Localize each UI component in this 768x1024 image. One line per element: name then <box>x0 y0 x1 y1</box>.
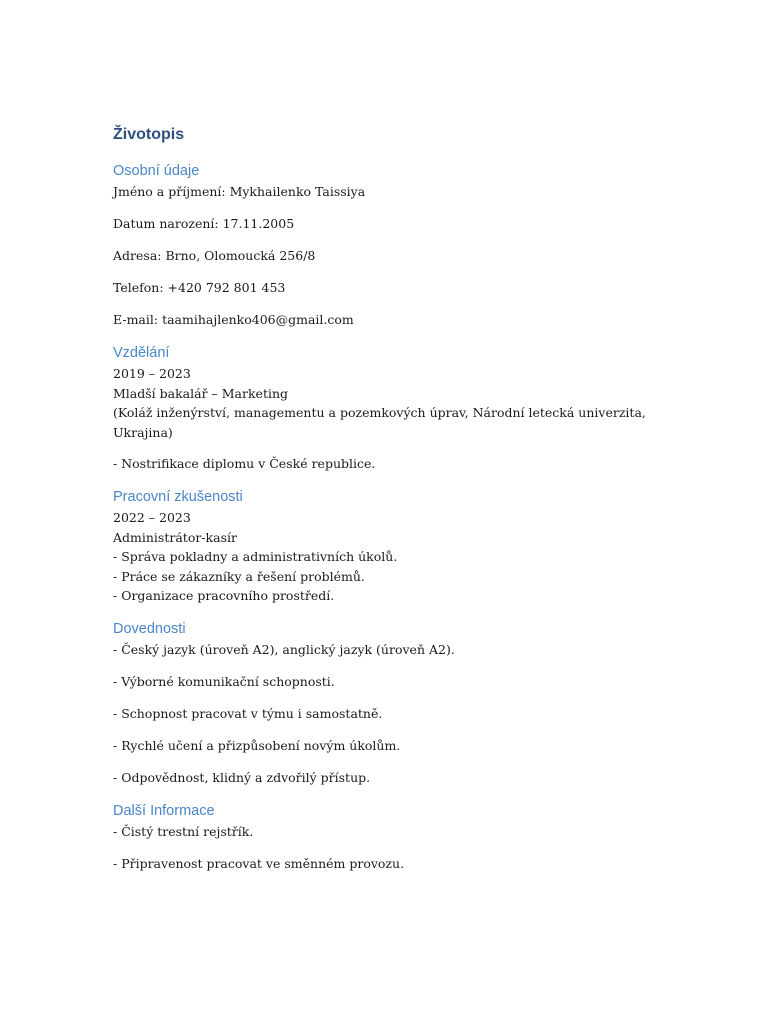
section-heading-education: Vzdělání <box>113 345 170 361</box>
education-period: 2019 – 2023 <box>113 366 191 381</box>
document-body <box>113 124 673 886</box>
experience-item: - Správa pokladny a administrativních úkolů. <box>113 549 398 564</box>
spacer <box>113 442 673 454</box>
skill-item: - Výborné komunikační schopnosti. <box>113 673 335 689</box>
section-heading-personal: Osobní údaje <box>113 163 200 179</box>
personal-address: Adresa: Brno, Olomoucká 256/8 <box>113 248 316 263</box>
skill-item: - Schopnost pracovat v týmu i samostatně. <box>113 705 383 721</box>
other-item: - Čistý trestní rejstřík. <box>113 823 254 839</box>
education-note: - Nostrifikace diplomu v České republice. <box>113 456 376 471</box>
document-title: Životopis <box>113 126 185 143</box>
section-heading-other: Další Informace <box>113 802 215 819</box>
experience-item: - Práce se zákazníky a řešení problémů. <box>113 568 365 584</box>
section-personal <box>113 160 673 330</box>
personal-phone: Telefon: +420 792 801 453 <box>113 280 286 295</box>
personal-birth: Datum narození: 17.11.2005 <box>113 216 295 231</box>
section-heading-experience: Pracovní zkušenosti <box>113 489 243 505</box>
skill-item: - Český jazyk (úroveň A2), anglický jazyk (úroveň A2). <box>113 641 455 657</box>
education-school-line2: Ukrajina) <box>113 424 173 440</box>
section-other <box>113 800 673 874</box>
section-skills <box>113 618 673 788</box>
experience-position: Administrátor-kasír <box>113 529 237 545</box>
personal-name: Jméno a příjmení: Mykhailenko Taissiya <box>113 184 366 199</box>
education-degree: Mladší bakalář – Marketing <box>113 385 289 401</box>
section-heading-skills: Dovednosti <box>113 620 186 637</box>
skill-item: - Odpovědnost, klidný a zdvořilý přístup. <box>113 769 371 785</box>
section-education <box>113 342 673 474</box>
section-experience <box>113 486 673 618</box>
spacer <box>113 606 673 618</box>
skill-item: - Rychlé učení a přizpůsobení novým úkolům. <box>113 737 401 753</box>
experience-period: 2022 – 2023 <box>113 510 191 525</box>
other-item: - Připravenost pracovat ve směnném provozu. <box>113 855 405 871</box>
education-school-line1: (Koláž inženýrství, managementu a pozemkových úprav, Národní letecká univerzita, <box>113 405 646 420</box>
experience-item: - Organizace pracovního prostředí. <box>113 588 335 603</box>
personal-email: E-mail: taamihajlenko406@gmail.com <box>113 312 354 327</box>
